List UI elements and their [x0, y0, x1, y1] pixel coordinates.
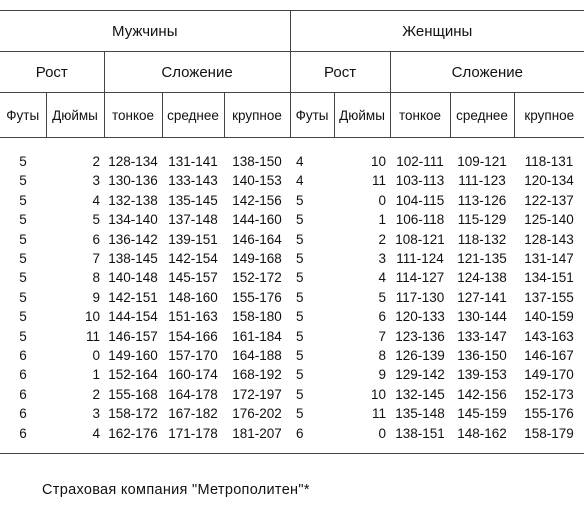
cell-women-thin: 138-151 [395, 425, 445, 441]
cell-women-feet: 4 [296, 173, 304, 189]
table-body [0, 138, 584, 454]
cell-men-large: 158-180 [232, 309, 282, 325]
cell-men-inches: 3 [92, 173, 100, 189]
cell-men-thin: 128-134 [108, 154, 158, 169]
cell-women-medium: 130-144 [457, 309, 507, 325]
cell-women-large: 146-167 [524, 348, 574, 364]
cell-men-thin: 152-164 [108, 367, 158, 383]
cell-women-large: 149-170 [524, 367, 574, 383]
cell-men-medium: 133-143 [168, 173, 218, 189]
header-men-inches: Дюймы [46, 93, 104, 138]
table-row [0, 365, 584, 384]
cell-men-medium: 137-148 [168, 212, 218, 228]
cell-women-inches: 5 [378, 289, 387, 305]
cell-women-feet: 5 [296, 367, 304, 383]
cell-men-large: 144-160 [232, 212, 282, 228]
cell-women-medium: 113-126 [457, 192, 507, 208]
cell-women-inches: 1 [378, 212, 387, 228]
cell-men-large: 164-188 [232, 348, 282, 364]
cell-women-thin: 111-124 [396, 251, 444, 267]
cell-men-feet: 5 [19, 289, 27, 305]
cell-women-medium: 139-153 [457, 367, 507, 383]
cell-men-large: 181-207 [232, 425, 282, 441]
cell-women-inches: 0 [378, 192, 387, 208]
table-row [0, 191, 584, 210]
cell-women-thin: 123-136 [395, 328, 445, 344]
header-men-feet: Футы [0, 93, 46, 138]
cell-men-feet: 5 [19, 328, 27, 344]
cell-men-medium: 131-141 [168, 154, 218, 169]
cell-men-feet: 5 [19, 192, 27, 208]
table-row [0, 230, 584, 249]
cell-women-feet: 5 [296, 212, 304, 228]
cell-women-inches: 10 [371, 386, 387, 402]
cell-men-feet: 5 [19, 231, 27, 247]
cell-women-feet: 5 [296, 192, 304, 208]
cell-men-feet: 5 [19, 173, 27, 189]
cell-men-inches: 1 [92, 367, 100, 383]
header-men-thin: тонкое [104, 93, 162, 138]
cell-women-thin: 135-148 [395, 406, 445, 422]
cell-men-inches: 3 [92, 406, 100, 422]
cell-women-feet: 5 [296, 309, 304, 325]
cell-men-inches: 0 [92, 348, 100, 364]
cell-women-large: 137-155 [524, 289, 574, 305]
cell-women-inches: 3 [378, 251, 387, 267]
cell-women-medium: 142-156 [457, 386, 507, 402]
cell-women-inches: 9 [378, 367, 387, 383]
table-row [0, 346, 584, 365]
header-men-medium: среднее [162, 93, 224, 138]
cell-women-large: 125-140 [524, 212, 574, 228]
cell-women-large: 120-134 [524, 173, 574, 189]
cell-men-medium: 164-178 [168, 386, 218, 402]
cell-men-medium: 154-166 [168, 328, 218, 344]
cell-men-medium: 151-163 [168, 309, 218, 325]
cell-men-medium: 145-157 [168, 270, 218, 286]
header-men-large: крупное [224, 93, 290, 138]
cell-men-thin: 138-145 [108, 251, 158, 267]
cell-women-thin: 106-118 [395, 212, 445, 228]
cell-women-large: 122-137 [524, 192, 574, 208]
cell-women-medium: 124-138 [457, 270, 507, 286]
cell-men-medium: 167-182 [168, 406, 218, 422]
cell-men-feet: 5 [19, 212, 27, 228]
cell-women-large: 158-179 [524, 425, 574, 441]
header-women-medium: среднее [450, 93, 514, 138]
cell-men-feet: 6 [19, 348, 27, 364]
cell-men-inches: 2 [92, 154, 100, 169]
cell-women-feet: 5 [296, 348, 304, 364]
cell-men-thin: 136-142 [108, 231, 158, 247]
cell-men-large: 142-156 [232, 192, 282, 208]
cell-women-thin: 104-115 [395, 192, 445, 208]
cell-men-inches: 10 [84, 309, 100, 325]
table-row [0, 210, 584, 229]
cell-men-thin: 149-160 [108, 348, 158, 364]
cell-women-medium: 145-159 [457, 406, 507, 422]
cell-men-feet: 6 [19, 425, 27, 441]
cell-women-medium: 118-132 [457, 231, 507, 247]
cell-women-feet: 5 [296, 328, 304, 344]
cell-men-medium: 171-178 [168, 425, 218, 441]
cell-men-large: 168-192 [232, 367, 282, 383]
cell-women-medium: 133-147 [457, 328, 507, 344]
header-men-height: Рост [0, 52, 104, 93]
table-row [0, 288, 584, 307]
cell-women-large: 128-143 [524, 231, 574, 247]
cell-men-large: 146-164 [232, 231, 282, 247]
cell-women-thin: 120-133 [395, 309, 445, 325]
cell-men-feet: 5 [19, 154, 27, 169]
cell-women-medium: 121-135 [457, 251, 507, 267]
table-row [0, 307, 584, 326]
cell-women-thin: 129-142 [395, 367, 445, 383]
cell-women-thin: 117-130 [395, 289, 445, 305]
cell-women-feet: 5 [296, 231, 304, 247]
cell-men-medium: 157-170 [168, 348, 218, 364]
cell-men-medium: 160-174 [168, 367, 218, 383]
header-women: Женщины [290, 11, 584, 52]
cell-men-feet: 6 [19, 367, 27, 383]
cell-men-feet: 5 [19, 270, 27, 286]
cell-women-large: 140-159 [524, 309, 574, 325]
cell-women-medium: 127-141 [457, 289, 507, 305]
table-row [0, 404, 584, 423]
cell-men-large: 176-202 [232, 406, 282, 422]
header-women-feet: Футы [290, 93, 334, 138]
cell-men-large: 161-184 [232, 328, 282, 344]
cell-men-inches: 9 [92, 289, 100, 305]
cell-men-inches: 8 [92, 270, 100, 286]
cell-women-feet: 4 [296, 154, 304, 169]
cell-men-large: 149-168 [232, 251, 282, 267]
header-women-build: Сложение [390, 52, 584, 93]
cell-men-thin: 130-136 [108, 173, 158, 189]
footnote-source: Страховая компания "Метрополитен"* [42, 482, 310, 498]
cell-women-feet: 5 [296, 270, 304, 286]
cell-women-inches: 6 [378, 309, 387, 325]
cell-men-inches: 5 [92, 212, 100, 228]
cell-women-thin: 102-111 [396, 154, 444, 169]
cell-women-inches: 4 [378, 270, 387, 286]
cell-women-feet: 5 [296, 289, 304, 305]
cell-men-thin: 132-138 [108, 192, 158, 208]
cell-men-inches: 11 [85, 328, 100, 344]
cell-women-inches: 0 [378, 425, 387, 441]
cell-women-thin: 132-145 [395, 386, 445, 402]
cell-women-feet: 5 [296, 386, 304, 402]
cell-men-thin: 142-151 [108, 289, 158, 305]
header-men: Мужчины [0, 11, 290, 52]
cell-men-thin: 146-157 [108, 328, 158, 344]
cell-men-medium: 148-160 [168, 289, 218, 305]
cell-men-thin: 162-176 [108, 425, 158, 441]
cell-men-inches: 4 [92, 425, 100, 441]
cell-men-thin: 155-168 [108, 386, 158, 402]
cell-men-thin: 144-154 [108, 309, 158, 325]
cell-women-inches: 7 [378, 328, 387, 344]
cell-men-medium: 139-151 [168, 231, 218, 247]
table-row [0, 152, 584, 171]
cell-women-medium: 115-129 [457, 212, 507, 228]
cell-men-large: 155-176 [232, 289, 282, 305]
cell-men-feet: 5 [19, 309, 27, 325]
cell-women-thin: 114-127 [395, 270, 445, 286]
cell-women-feet: 6 [296, 425, 304, 441]
cell-women-feet: 5 [296, 406, 304, 422]
table-row [0, 171, 584, 190]
cell-women-feet: 5 [296, 251, 304, 267]
cell-men-feet: 5 [19, 251, 27, 267]
cell-women-large: 118-131 [524, 154, 574, 169]
cell-women-thin: 126-139 [395, 348, 445, 364]
cell-women-inches: 11 [372, 173, 387, 189]
cell-women-large: 143-163 [524, 328, 574, 344]
cell-men-thin: 140-148 [108, 270, 158, 286]
cell-women-inches: 2 [378, 231, 387, 247]
cell-women-large: 134-151 [524, 270, 574, 286]
cell-women-inches: 10 [371, 154, 387, 169]
weight-table [0, 10, 584, 454]
cell-men-large: 172-197 [232, 386, 282, 402]
cell-women-medium: 136-150 [457, 348, 507, 364]
header-women-thin: тонкое [390, 93, 450, 138]
cell-men-large: 138-150 [232, 154, 282, 169]
header-women-large: крупное [514, 93, 584, 138]
table-row [0, 424, 584, 443]
cell-women-large: 155-176 [524, 406, 574, 422]
table-row [0, 268, 584, 287]
table-row [0, 249, 584, 268]
table-row [0, 327, 584, 346]
cell-women-large: 131-147 [524, 251, 574, 267]
cell-women-thin: 108-121 [395, 231, 445, 247]
cell-men-feet: 6 [19, 406, 27, 422]
cell-women-inches: 11 [372, 406, 387, 422]
cell-women-medium: 148-162 [457, 425, 507, 441]
cell-women-medium: 111-123 [458, 173, 506, 189]
cell-men-large: 140-153 [232, 173, 282, 189]
cell-women-medium: 109-121 [457, 154, 507, 169]
cell-men-thin: 158-172 [108, 406, 158, 422]
cell-men-inches: 4 [92, 192, 100, 208]
cell-women-thin: 103-113 [395, 173, 445, 189]
table-row [0, 385, 584, 404]
cell-women-large: 152-173 [524, 386, 574, 402]
header-women-height: Рост [290, 52, 390, 93]
header-women-inches: Дюймы [334, 93, 390, 138]
cell-men-inches: 2 [92, 386, 100, 402]
cell-men-thin: 134-140 [108, 212, 158, 228]
cell-men-medium: 142-154 [168, 251, 218, 267]
header-men-build: Сложение [104, 52, 290, 93]
cell-men-inches: 7 [92, 251, 100, 267]
cell-men-large: 152-172 [232, 270, 282, 286]
cell-men-feet: 6 [19, 386, 27, 402]
cell-men-inches: 6 [92, 231, 100, 247]
cell-men-medium: 135-145 [168, 192, 218, 208]
cell-women-inches: 8 [378, 348, 387, 364]
